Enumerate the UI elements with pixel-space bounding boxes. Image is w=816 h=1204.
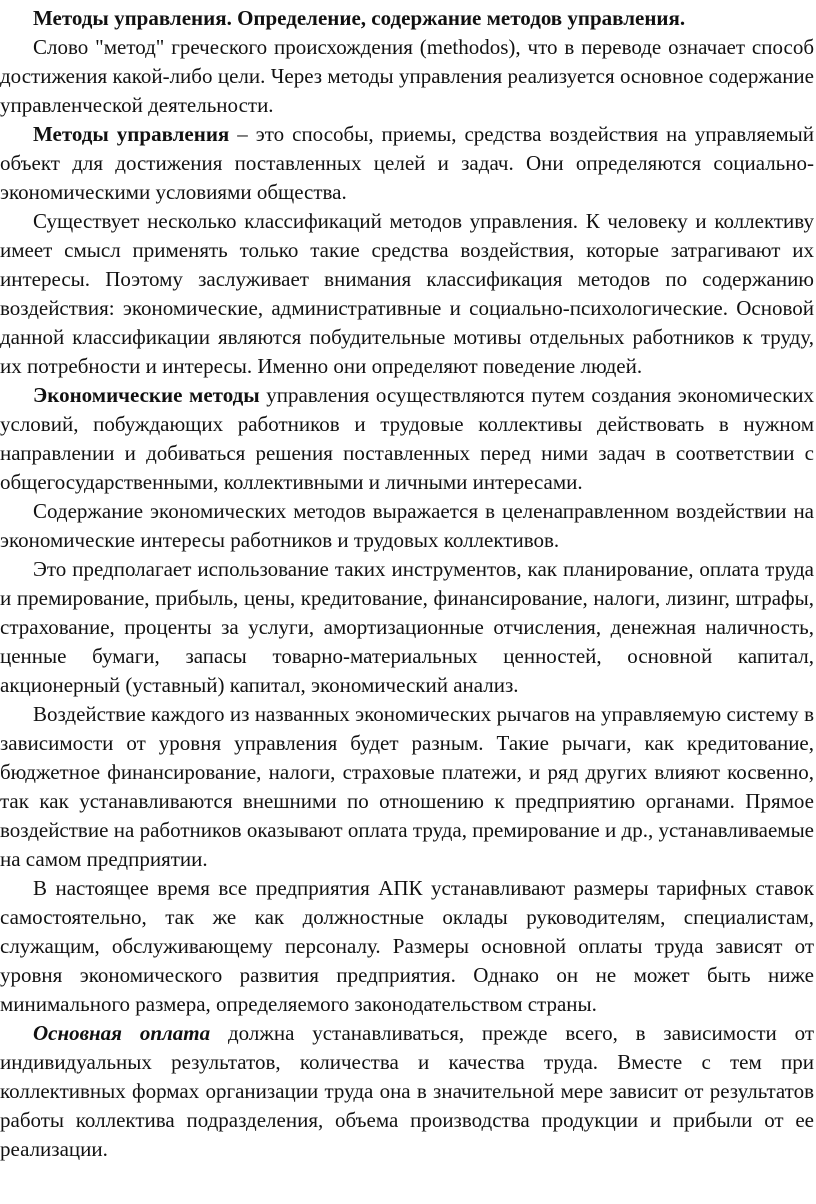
- paragraph-basic-pay: [0, 1019, 814, 1164]
- paragraph-text: В настоящее время все предприятия АПК устанавливают размеры тарифных ставок самостоятельно, так же как должностные оклады руководителям, специалистам, служащим, обслуживающему персоналу. Размеры основной оплаты труда зависят от уровня экономического развития предприятия. Однако он не может быть ниже минимального размера, определяемого законодательством страны.: [0, 876, 814, 1016]
- term-basic-pay: Основная оплата: [33, 1021, 211, 1045]
- paragraph-text: Слово "метод" греческого происхождения (methodos), что в переводе означает способ достижения какой-либо цели. Через методы управления реализуется основное содержание управленческой деятельности.: [0, 35, 814, 117]
- paragraph-instruments: [0, 555, 814, 700]
- paragraph-tariff-rates: [0, 874, 814, 1019]
- term-economic-methods: Экономические методы: [33, 383, 260, 407]
- paragraph-text: Воздействие каждого из названных экономических рычагов на управляемую систему в зависимости от уровня управления будет разным. Такие рычаги, как кредитование, бюджетное финансирование, налоги, страховые платежи, и ряд других влияют косвенно, так как устанавливаются внешними по отношению к предприятию органами. Прямое воздействие на работников оказывают оплата труда, премирование и др., устанавливаемые на самом предприятии.: [0, 702, 814, 871]
- paragraph-text: Существует несколько классификаций методов управления. К человеку и коллективу имеет смысл применять только такие средства воздействия, которые затрагивают их интересы. Поэтому заслуживает внимания классификация методов по содержанию воздействия: экономические, административные и социально-психологические. Основой данной классификации являются побудительные мотивы отдельных работников к труду, их потребности и интересы. Именно они определяют поведение людей.: [0, 209, 814, 378]
- term-methods-of-management: Методы управления: [33, 122, 230, 146]
- paragraph-text: управления осуществляются путем создания экономических условий, побуждающих работников и трудовые коллективы действовать в нужном направлении и добиваться решения поставленных перед ними задач в соответствии с общегосударственными, коллективными и личными интересами.: [0, 383, 814, 494]
- paragraph-method-definition: [0, 33, 814, 120]
- paragraph-levers-impact: [0, 700, 814, 874]
- paragraph-text: – это способы, приемы, средства воздействия на управляемый объект для достижения поставленных целей и задач. Они определяются социально-экономическими условиями общества.: [0, 122, 814, 204]
- paragraph-economic-content: [0, 497, 814, 555]
- paragraph-economic-methods: [0, 381, 814, 497]
- paragraph-text: Содержание экономических методов выражается в целенаправленном воздействии на экономические интересы работников и трудовых коллективов.: [0, 499, 814, 552]
- paragraph-text: должна устанавливаться, прежде всего, в зависимости от индивидуальных результатов, количества и качества труда. Вместе с тем при коллективных формах организации труда она в значительной мере зависит от результатов работы коллектива подразделения, объема производства продукции и прибыли от ее реализации.: [0, 1021, 814, 1161]
- paragraph-methods-of-management: [0, 120, 814, 207]
- paragraph-text: Это предполагает использование таких инструментов, как планирование, оплата труда и премирование, прибыль, цены, кредитование, финансирование, налоги, лизинг, штрафы, страхование, проценты за услуги, амортизационные отчисления, денежная наличность, ценные бумаги, запасы товарно-материальных ценностей, основной капитал, акционерный (уставный) капитал, экономический анализ.: [0, 557, 814, 697]
- document-title: Методы управления. Определение, содержание методов управления.: [33, 6, 686, 30]
- paragraph-classifications: [0, 207, 814, 381]
